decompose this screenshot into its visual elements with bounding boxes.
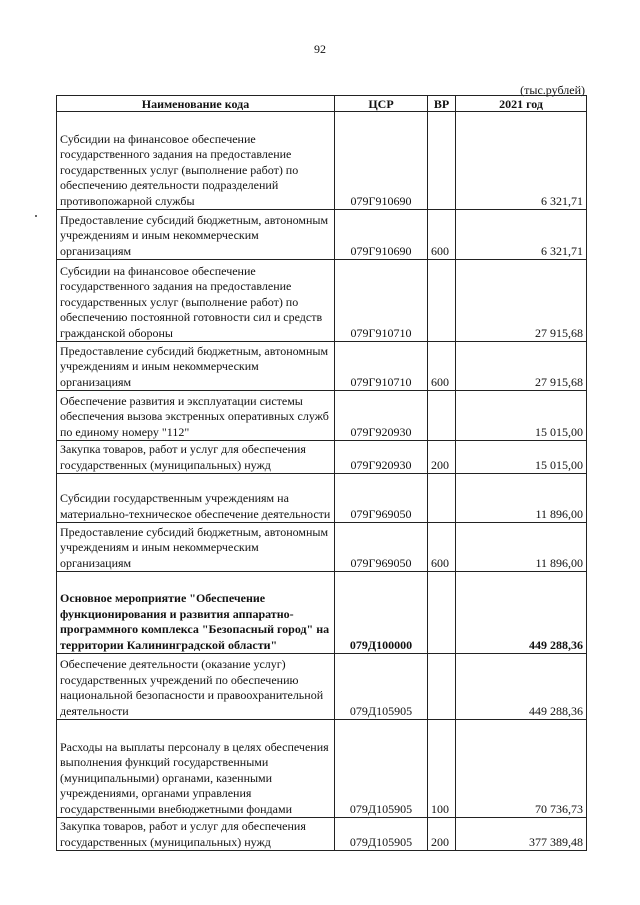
row-csr: 079Г969050 xyxy=(335,523,428,572)
row-name: Расходы на выплаты персоналу в целях обеспечения выполнения функций государственными (муниципальными) органами, казенными учреждениями, органами управления государственными внебюджетными фондами xyxy=(57,720,335,818)
row-name: Обеспечение развития и эксплуатации системы обеспечения вызова экстренных оперативных служб по единому номеру "112" xyxy=(57,391,335,441)
row-csr: 079Г920930 xyxy=(335,441,428,474)
row-name: Предоставление субсидий бюджетным, автономным учреждениям и иным некоммерческим организациям xyxy=(57,210,335,260)
row-vr: 600 xyxy=(428,342,456,391)
row-value: 27 915,68 xyxy=(456,342,587,391)
header-csr: ЦСР xyxy=(335,96,428,112)
row-vr xyxy=(428,572,456,654)
table-row xyxy=(57,572,587,654)
header-year: 2021 год xyxy=(456,96,587,112)
row-vr xyxy=(428,112,456,210)
row-csr: 079Д105905 xyxy=(335,720,428,818)
row-name: Предоставление субсидий бюджетным, автономным учреждениям и иным некоммерческим организациям xyxy=(57,523,335,572)
row-value: 449 288,36 xyxy=(456,572,587,654)
row-csr: 079Г910690 xyxy=(335,112,428,210)
row-name: Субсидии на финансовое обеспечение государственного задания на предоставление государственных услуг (выполнение работ) по обеспечению постоянной готовности сил и средств гражданской обороны xyxy=(57,260,335,342)
row-csr: 079Г910690 xyxy=(335,210,428,260)
row-name: Обеспечение деятельности (оказание услуг) государственных учреждений по обеспечению национальной безопасности и правоохранительной деятельности xyxy=(57,654,335,720)
row-vr: 600 xyxy=(428,210,456,260)
row-csr: 079Г969050 xyxy=(335,474,428,523)
row-value: 6 321,71 xyxy=(456,112,587,210)
row-value: 15 015,00 xyxy=(456,441,587,474)
row-csr: 079Г910710 xyxy=(335,342,428,391)
row-vr xyxy=(428,474,456,523)
row-vr: 600 xyxy=(428,523,456,572)
table-row xyxy=(57,112,587,210)
table-row xyxy=(57,260,587,342)
row-value: 11 896,00 xyxy=(456,523,587,572)
table-row xyxy=(57,474,587,523)
row-name: Субсидии государственным учреждениям на материально-техническое обеспечение деятельности xyxy=(57,474,335,523)
row-name: Субсидии на финансовое обеспечение государственного задания на предоставление государственных услуг (выполнение работ) по обеспечению деятельности подразделений противопожарной службы xyxy=(57,112,335,210)
table-row xyxy=(57,441,587,474)
row-name: Предоставление субсидий бюджетным, автономным учреждениям и иным некоммерческим организациям xyxy=(57,342,335,391)
row-name: Основное мероприятие "Обеспечение функционирования и развития аппаратно-программного комплекса "Безопасный город" на территории Калининградской области" xyxy=(57,572,335,654)
table-header-row xyxy=(57,96,587,112)
row-vr: 200 xyxy=(428,818,456,851)
budget-table xyxy=(56,95,587,851)
header-vr: ВР xyxy=(428,96,456,112)
row-csr: 079Г910710 xyxy=(335,260,428,342)
row-value: 27 915,68 xyxy=(456,260,587,342)
page-number: 92 xyxy=(314,42,326,56)
row-value: 70 736,73 xyxy=(456,720,587,818)
row-vr: 100 xyxy=(428,720,456,818)
row-csr: 079Д105905 xyxy=(335,818,428,851)
table-row xyxy=(57,342,587,391)
row-csr: 079Д100000 xyxy=(335,572,428,654)
table-row xyxy=(57,523,587,572)
row-vr xyxy=(428,391,456,441)
row-vr xyxy=(428,654,456,720)
row-name: Закупка товаров, работ и услуг для обеспечения государственных (муниципальных) нужд xyxy=(57,441,335,474)
table-row xyxy=(57,210,587,260)
header-name: Наименование кода xyxy=(57,96,335,112)
scan-speck xyxy=(35,215,37,217)
row-csr: 079Д105905 xyxy=(335,654,428,720)
table-row xyxy=(57,654,587,720)
row-value: 6 321,71 xyxy=(456,210,587,260)
row-vr: 200 xyxy=(428,441,456,474)
table-row xyxy=(57,720,587,818)
table-row xyxy=(57,391,587,441)
row-value: 11 896,00 xyxy=(456,474,587,523)
units-label: (тыс.рублей) xyxy=(520,83,585,97)
row-value: 15 015,00 xyxy=(456,391,587,441)
row-value: 377 389,48 xyxy=(456,818,587,851)
row-csr: 079Г920930 xyxy=(335,391,428,441)
row-vr xyxy=(428,260,456,342)
row-name: Закупка товаров, работ и услуг для обеспечения государственных (муниципальных) нужд xyxy=(57,818,335,851)
table-row xyxy=(57,818,587,851)
row-value: 449 288,36 xyxy=(456,654,587,720)
